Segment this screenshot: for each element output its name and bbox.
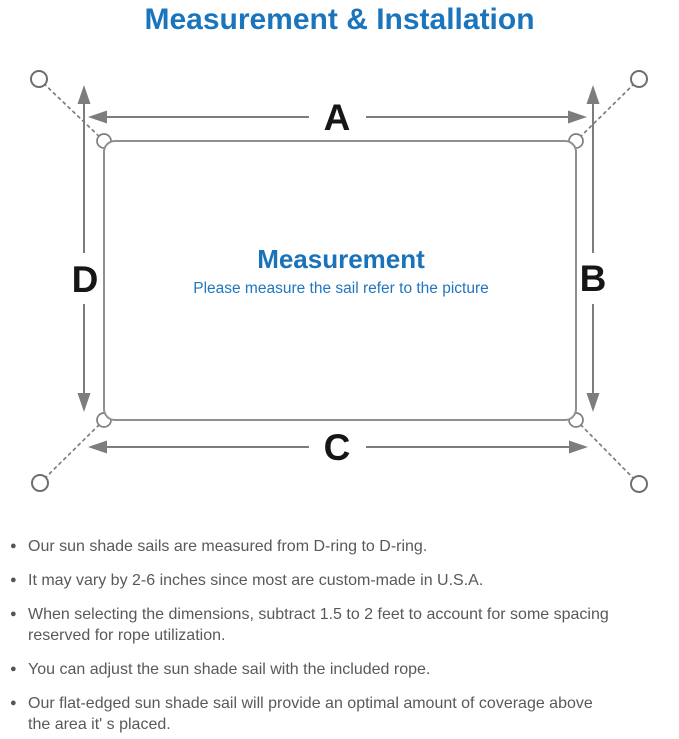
- note-line: Our flat-edged sun shade sail will provide an optimal amount of coverage above: [28, 695, 593, 712]
- note-text: [28, 693, 671, 735]
- note-text: [28, 570, 671, 591]
- note-line: Our sun shade sails are measured from D-ring to D-ring.: [28, 538, 428, 555]
- note-line: the area it' s placed.: [28, 716, 171, 733]
- measurement-diagram: [0, 60, 679, 515]
- note-line: It may vary by 2-6 inches since most are custom-made in U.S.A.: [28, 572, 484, 589]
- dimension-label-b: B: [579, 258, 607, 299]
- note-line: You can adjust the sun shade sail with the included rope.: [28, 661, 431, 678]
- note-item: [10, 693, 671, 735]
- bullet-icon: ●: [10, 540, 17, 552]
- bullet-icon: ●: [10, 608, 17, 620]
- note-item: [10, 536, 671, 557]
- note-text: [28, 659, 671, 680]
- note-item: [10, 659, 671, 680]
- bullet-icon: ●: [10, 574, 17, 586]
- dimension-label-d: D: [71, 259, 99, 300]
- note-item: [10, 604, 671, 646]
- notes-list: [0, 536, 679, 739]
- note-text: [28, 604, 671, 646]
- dimension-label-c: C: [323, 427, 351, 468]
- note-item: [10, 570, 671, 591]
- dimension-label-a: A: [323, 97, 351, 138]
- bullet-icon: ●: [10, 697, 17, 709]
- diagram-heading: Measurement: [257, 244, 425, 274]
- note-text: [28, 536, 671, 557]
- note-line: When selecting the dimensions, subtract 1.5 to 2 feet to account for some spacing: [28, 606, 609, 623]
- page-title: Measurement & Installation: [144, 3, 535, 36]
- diagram-subtitle: Please measure the sail refer to the picture: [193, 280, 489, 297]
- bullet-icon: ●: [10, 663, 17, 675]
- note-line: reserved for rope utilization.: [28, 627, 226, 644]
